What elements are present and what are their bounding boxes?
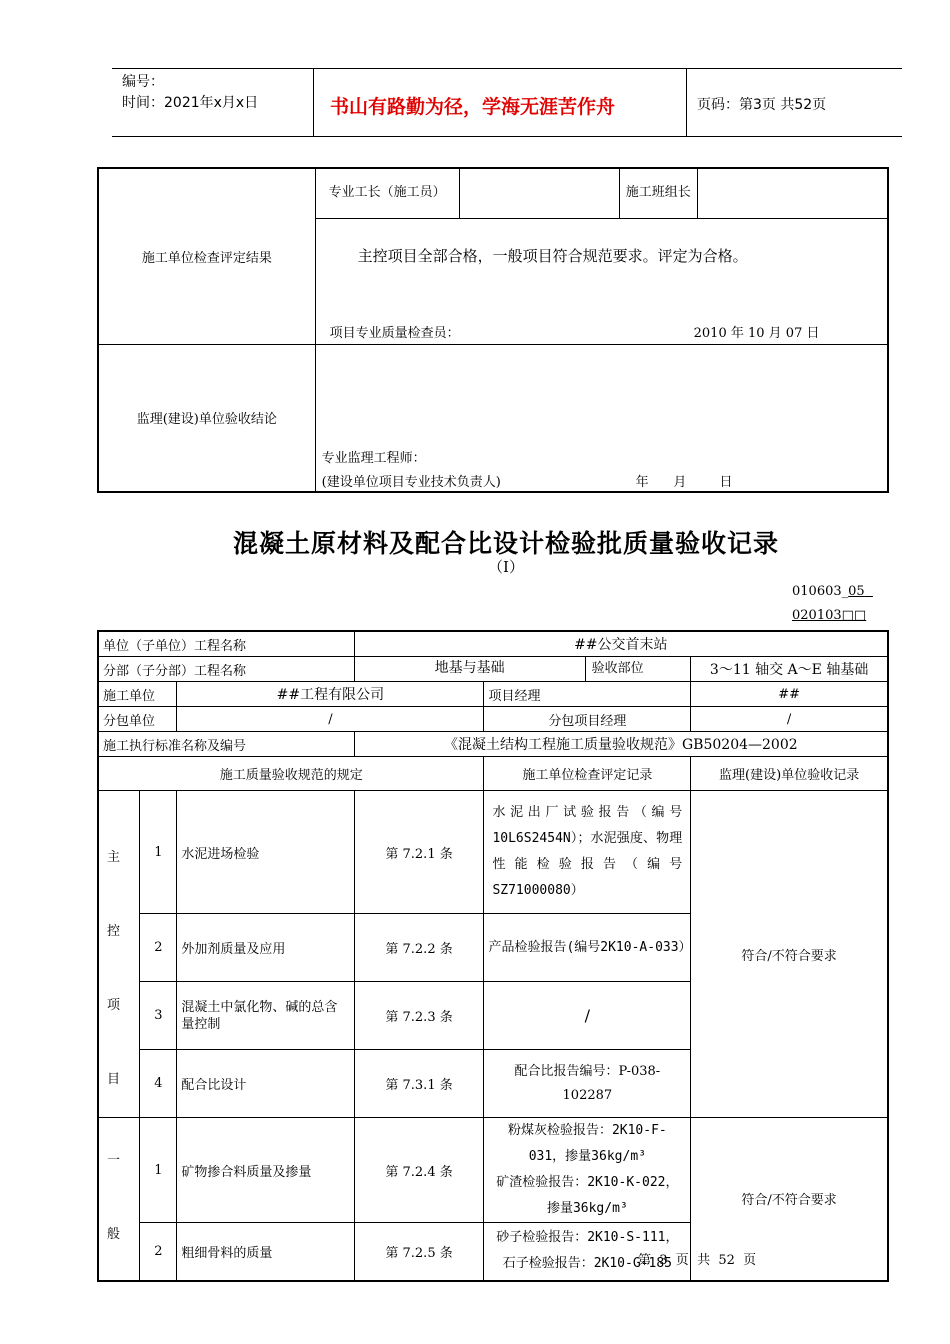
main-items-group-label: 主 控 项 目: [98, 791, 140, 1118]
item-clause: 第 7.2.5 条: [354, 1223, 484, 1281]
inspector-date: 2010 年 10 月 07 日: [693, 325, 820, 341]
inspection-table: [97, 630, 889, 1282]
item-name: 矿物掺合料质量及掺量: [177, 1118, 354, 1223]
sub-value: /: [177, 707, 484, 732]
sub-pm-value: /: [691, 707, 888, 732]
doc-code-1: 010603_05: [792, 584, 865, 599]
part-label: 验收部位: [585, 657, 691, 681]
col-supervision-header: 监理(建设)单位验收记录: [691, 757, 888, 791]
standard-label: 施工执行标准名称及编号: [98, 732, 354, 757]
foreman-sign-cell: [459, 168, 619, 218]
general-items-group-label: 一 般: [98, 1118, 140, 1281]
item-clause: 第 7.2.1 条: [354, 791, 484, 914]
pm-value: ##: [691, 682, 888, 707]
sub-pm-label: 分包项目经理: [484, 707, 691, 732]
team-leader-sign-cell: [697, 168, 888, 218]
supervision-cell: [315, 344, 888, 492]
sub-label: 分包单位: [98, 707, 177, 732]
time-label: 时间：2021年x月x日: [122, 95, 259, 111]
header-rule-bottom: [112, 136, 902, 137]
header-divider: [313, 68, 314, 136]
col-unit-record-header: 施工单位检查评定记录: [484, 757, 691, 791]
item-no: 1: [140, 1118, 177, 1223]
supervision-date-blank: 年 月 日: [635, 474, 733, 490]
header-rule-top: [112, 68, 902, 69]
standard-value: 《混凝土结构工程施工质量验收规范》GB50204—2002: [354, 732, 888, 757]
general-items-verdict: 符合/不符合要求: [691, 1118, 888, 1281]
item-no: 1: [140, 791, 177, 914]
item-clause: 第 7.2.3 条: [354, 982, 484, 1050]
document-title: 混凝土原材料及配合比设计检验批质量验收记录: [232, 529, 779, 558]
item-name: 粗细骨料的质量: [177, 1223, 354, 1281]
item-record: 粉煤灰检验报告：2K10-F- 031，掺量36kg/m³ 矿渣检验报告：2K10-K-022， 掺量36kg/m³: [484, 1118, 691, 1223]
item-name: 混凝土中氯化物、碱的总含量控制: [177, 982, 354, 1050]
header-divider: [686, 68, 687, 136]
item-no: 4: [140, 1050, 177, 1118]
item-clause: 第 7.3.1 条: [354, 1050, 484, 1118]
item-record: 水泥出厂试验报告（编号10L6S2454N）；水泥强度、物理性能检验报告（编号SZ71000080）: [484, 791, 691, 914]
item-name: 外加剂质量及应用: [177, 914, 354, 982]
inspector-label: 项目专业质量检查员：: [329, 325, 460, 341]
main-items-verdict: 符合/不符合要求: [691, 791, 888, 1118]
item-no: 2: [140, 914, 177, 982]
contractor-value: ##工程有限公司: [177, 682, 484, 707]
top-sign-table: [97, 167, 889, 493]
item-name: 配合比设计: [177, 1050, 354, 1118]
project-value: ##公交首末站: [354, 631, 888, 657]
item-no: 3: [140, 982, 177, 1050]
contractor-label: 施工单位: [98, 682, 177, 707]
project-label: 单位（子单位）工程名称: [98, 631, 354, 657]
page-footer: 第 3 页 共 52 页: [638, 1253, 757, 1268]
unit-result-cell: [315, 218, 888, 344]
number-label: 编号：: [122, 74, 164, 90]
division-label: 分部（子分部）工程名称: [98, 657, 354, 682]
item-name: 水泥进场检验: [177, 791, 354, 914]
doc-code-2: 020103□□: [792, 608, 867, 623]
foreman-label: 专业工长（施工员）: [315, 168, 459, 218]
item-record: /: [484, 982, 691, 1050]
supervisor-engineer-label: 专业监理工程师：: [321, 450, 426, 466]
unit-result-label: 施工单位检查评定结果: [98, 168, 315, 344]
item-clause: 第 7.2.4 条: [354, 1118, 484, 1223]
unit-result-text: 主控项目全部合格，一般项目符合规范要求。评定为合格。: [357, 246, 748, 265]
item-record: 产品检验报告(编号2K10-A-033）: [484, 914, 691, 982]
document-subtitle: （Ⅰ）: [488, 558, 524, 576]
team-leader-label: 施工班组长: [619, 168, 697, 218]
item-record: 配合比报告编号：P-038-102287: [484, 1050, 691, 1118]
division-value: 地基与基础: [434, 660, 505, 676]
col-spec-header: 施工质量验收规范的规定: [98, 757, 484, 791]
part-value: 3～11 轴交 A～E 轴基础: [691, 657, 888, 682]
supervision-label: 监理(建设)单位验收结论: [98, 344, 315, 492]
item-clause: 第 7.2.2 条: [354, 914, 484, 982]
page-info: 页码：第3页 共52页: [697, 97, 827, 113]
item-record: 砂子检验报告：2K10-S-111， 石子检验报告：2K10-G-185: [484, 1223, 691, 1281]
owner-rep-label: (建设单位项目专业技术负责人): [321, 474, 501, 490]
item-no: 2: [140, 1223, 177, 1281]
header-motto: 书山有路勤为径，学海无涯苦作舟: [330, 96, 616, 118]
pm-label: 项目经理: [484, 682, 691, 707]
division-row: [354, 657, 691, 682]
